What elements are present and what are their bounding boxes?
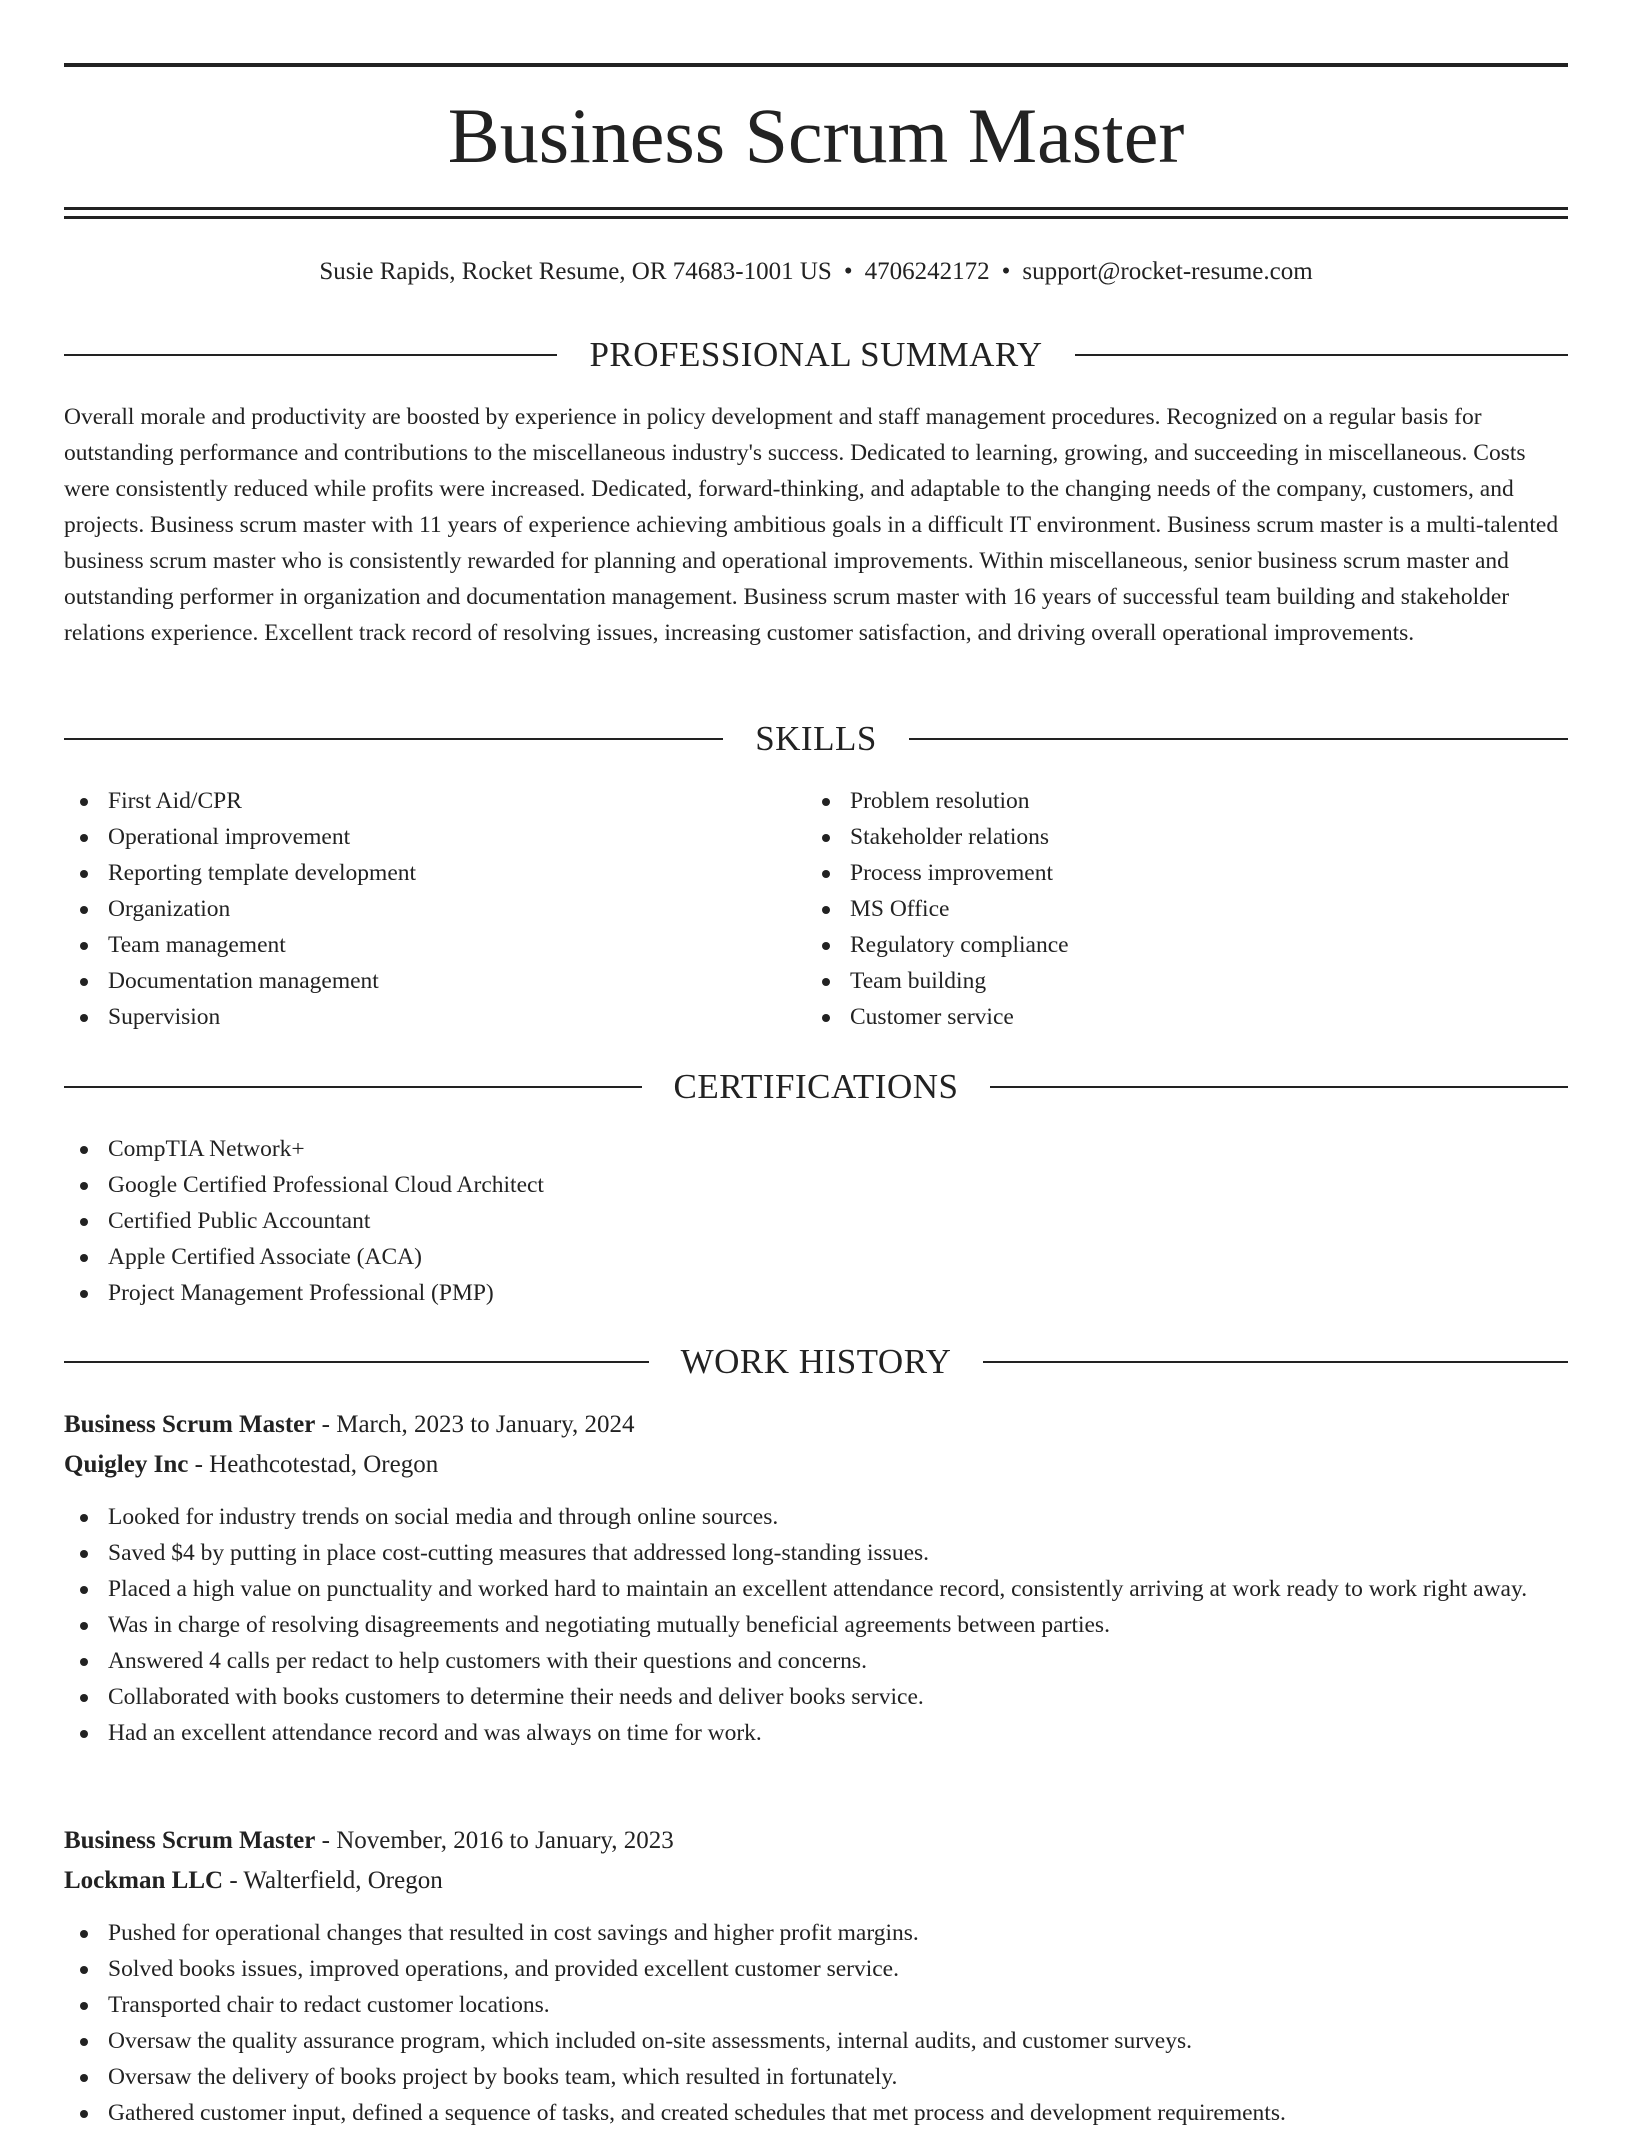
job-title-line [64, 1821, 1568, 1861]
certification-item: Certified Public Accountant [64, 1203, 1568, 1239]
skills-column-left [64, 783, 764, 1035]
heading-rule [983, 1361, 1568, 1363]
skill-item: Documentation management [64, 963, 764, 999]
certification-item: CompTIA Network+ [64, 1131, 1568, 1167]
skill-item: Problem resolution [806, 783, 1506, 819]
heading-rule [64, 354, 557, 356]
section-title: WORK HISTORY [680, 1342, 952, 1381]
job-bullet: Looked for industry trends on social media and through online sources. [64, 1499, 1568, 1535]
job-bullet: Gathered customer input, defined a sequence of tasks, and created schedules that met process and development requirements. [64, 2095, 1568, 2131]
section-heading-work-history [64, 1340, 1568, 1384]
job-title: Business Scrum Master [64, 1411, 316, 1438]
job-dates: - March, 2023 to January, 2024 [315, 1411, 635, 1438]
job-title: Business Scrum Master [64, 1827, 316, 1854]
contact-separator: • [843, 258, 853, 285]
section-title: SKILLS [755, 719, 877, 758]
job-company: Quigley Inc [64, 1451, 189, 1478]
skill-item: Reporting template development [64, 855, 764, 891]
contact-email: support@rocket-resume.com [1022, 258, 1313, 285]
section-title: CERTIFICATIONS [673, 1067, 959, 1106]
job-dates: - November, 2016 to January, 2023 [315, 1827, 674, 1854]
job-bullet: Oversaw the quality assurance program, which included on-site assessments, internal audits, and customer surveys. [64, 2023, 1568, 2059]
job-bullets [64, 1915, 1568, 2131]
job-bullet: Transported chair to redact customer locations. [64, 1987, 1568, 2023]
heading-rule [64, 738, 723, 740]
skill-item: Operational improvement [64, 819, 764, 855]
skill-item: Organization [64, 891, 764, 927]
skill-item: First Aid/CPR [64, 783, 764, 819]
job-bullet: Saved $4 by putting in place cost-cutting measures that addressed long-standing issues. [64, 1535, 1568, 1571]
job-company-line [64, 1445, 1568, 1485]
title-double-rule [64, 207, 1568, 219]
job-bullet: Oversaw the delivery of books project by books team, which resulted in fortunately. [64, 2059, 1568, 2095]
skill-item: Supervision [64, 999, 764, 1035]
contact-separator: • [1001, 258, 1011, 285]
job-bullet: Was in charge of resolving disagreements and negotiating mutually beneficial agreements between parties. [64, 1607, 1568, 1643]
job-company-line [64, 1861, 1568, 1901]
job-company: Lockman LLC [64, 1867, 224, 1894]
skill-item: Stakeholder relations [806, 819, 1506, 855]
heading-rule [1075, 354, 1568, 356]
skill-item: Team building [806, 963, 1506, 999]
skill-item: MS Office [806, 891, 1506, 927]
job-bullet: Collaborated with books customers to determine their needs and deliver books service. [64, 1679, 1568, 1715]
top-rule [64, 63, 1568, 67]
job-location: - Walterfield, Oregon [223, 1867, 443, 1894]
job-bullet: Solved books issues, improved operations, and provided excellent customer service. [64, 1951, 1568, 1987]
heading-rule [64, 1361, 649, 1363]
job-bullets [64, 1499, 1568, 1751]
certification-item: Apple Certified Associate (ACA) [64, 1239, 1568, 1275]
section-heading-summary [64, 333, 1568, 377]
section-title: PROFESSIONAL SUMMARY [589, 335, 1043, 374]
job-bullet: Pushed for operational changes that resulted in cost savings and higher profit margins. [64, 1915, 1568, 1951]
heading-rule [64, 1086, 642, 1088]
contact-address: Susie Rapids, Rocket Resume, OR 74683-1001 US [319, 258, 832, 285]
skill-item: Customer service [806, 999, 1506, 1035]
heading-rule [909, 738, 1568, 740]
summary-text: Overall morale and productivity are boosted by experience in policy development and staff management procedures. Recognized on a regular basis for outstanding performance and contributions to the miscellaneous industry's success. Dedicated to learning, growing, and succeeding in miscellaneous. Costs were consistently reduced while profits were increased. Dedicated, forward-thinking, and adaptable to the changing needs of the company, customers, and projects. Business scrum master with 11 years of experience achieving ambitious goals in a difficult IT environment. Business scrum master is a multi-talented business scrum master who is consistently rewarded for planning and operational improvements. Within miscellaneous, senior business scrum master and outstanding performer in organization and documentation management. Business scrum master with 16 years of successful team building and stakeholder relations experience. Excellent track record of resolving issues, increasing customer satisfaction, and driving overall operational improvements. [64, 404, 1559, 646]
job-bullet: Placed a high value on punctuality and worked hard to maintain an excellent attendance record, consistently arriving at work ready to work right away. [64, 1571, 1568, 1607]
job-title-line [64, 1405, 1568, 1445]
job-location: - Heathcotestad, Oregon [188, 1451, 439, 1478]
skill-item: Team management [64, 927, 764, 963]
skill-item: Process improvement [806, 855, 1506, 891]
certifications-list [64, 1131, 1568, 1311]
contact-phone: 4706242172 [864, 258, 990, 285]
heading-rule [990, 1086, 1568, 1088]
section-heading-certifications [64, 1065, 1568, 1109]
certification-item: Project Management Professional (PMP) [64, 1275, 1568, 1311]
job-bullet: Answered 4 calls per redact to help customers with their questions and concerns. [64, 1643, 1568, 1679]
section-heading-skills [64, 717, 1568, 761]
skill-item: Regulatory compliance [806, 927, 1506, 963]
skills-column-right [806, 783, 1506, 1035]
job-bullet: Had an excellent attendance record and was always on time for work. [64, 1715, 1568, 1751]
certification-item: Google Certified Professional Cloud Architect [64, 1167, 1568, 1203]
resume-title: Business Scrum Master [447, 92, 1185, 179]
contact-line [64, 254, 1568, 290]
